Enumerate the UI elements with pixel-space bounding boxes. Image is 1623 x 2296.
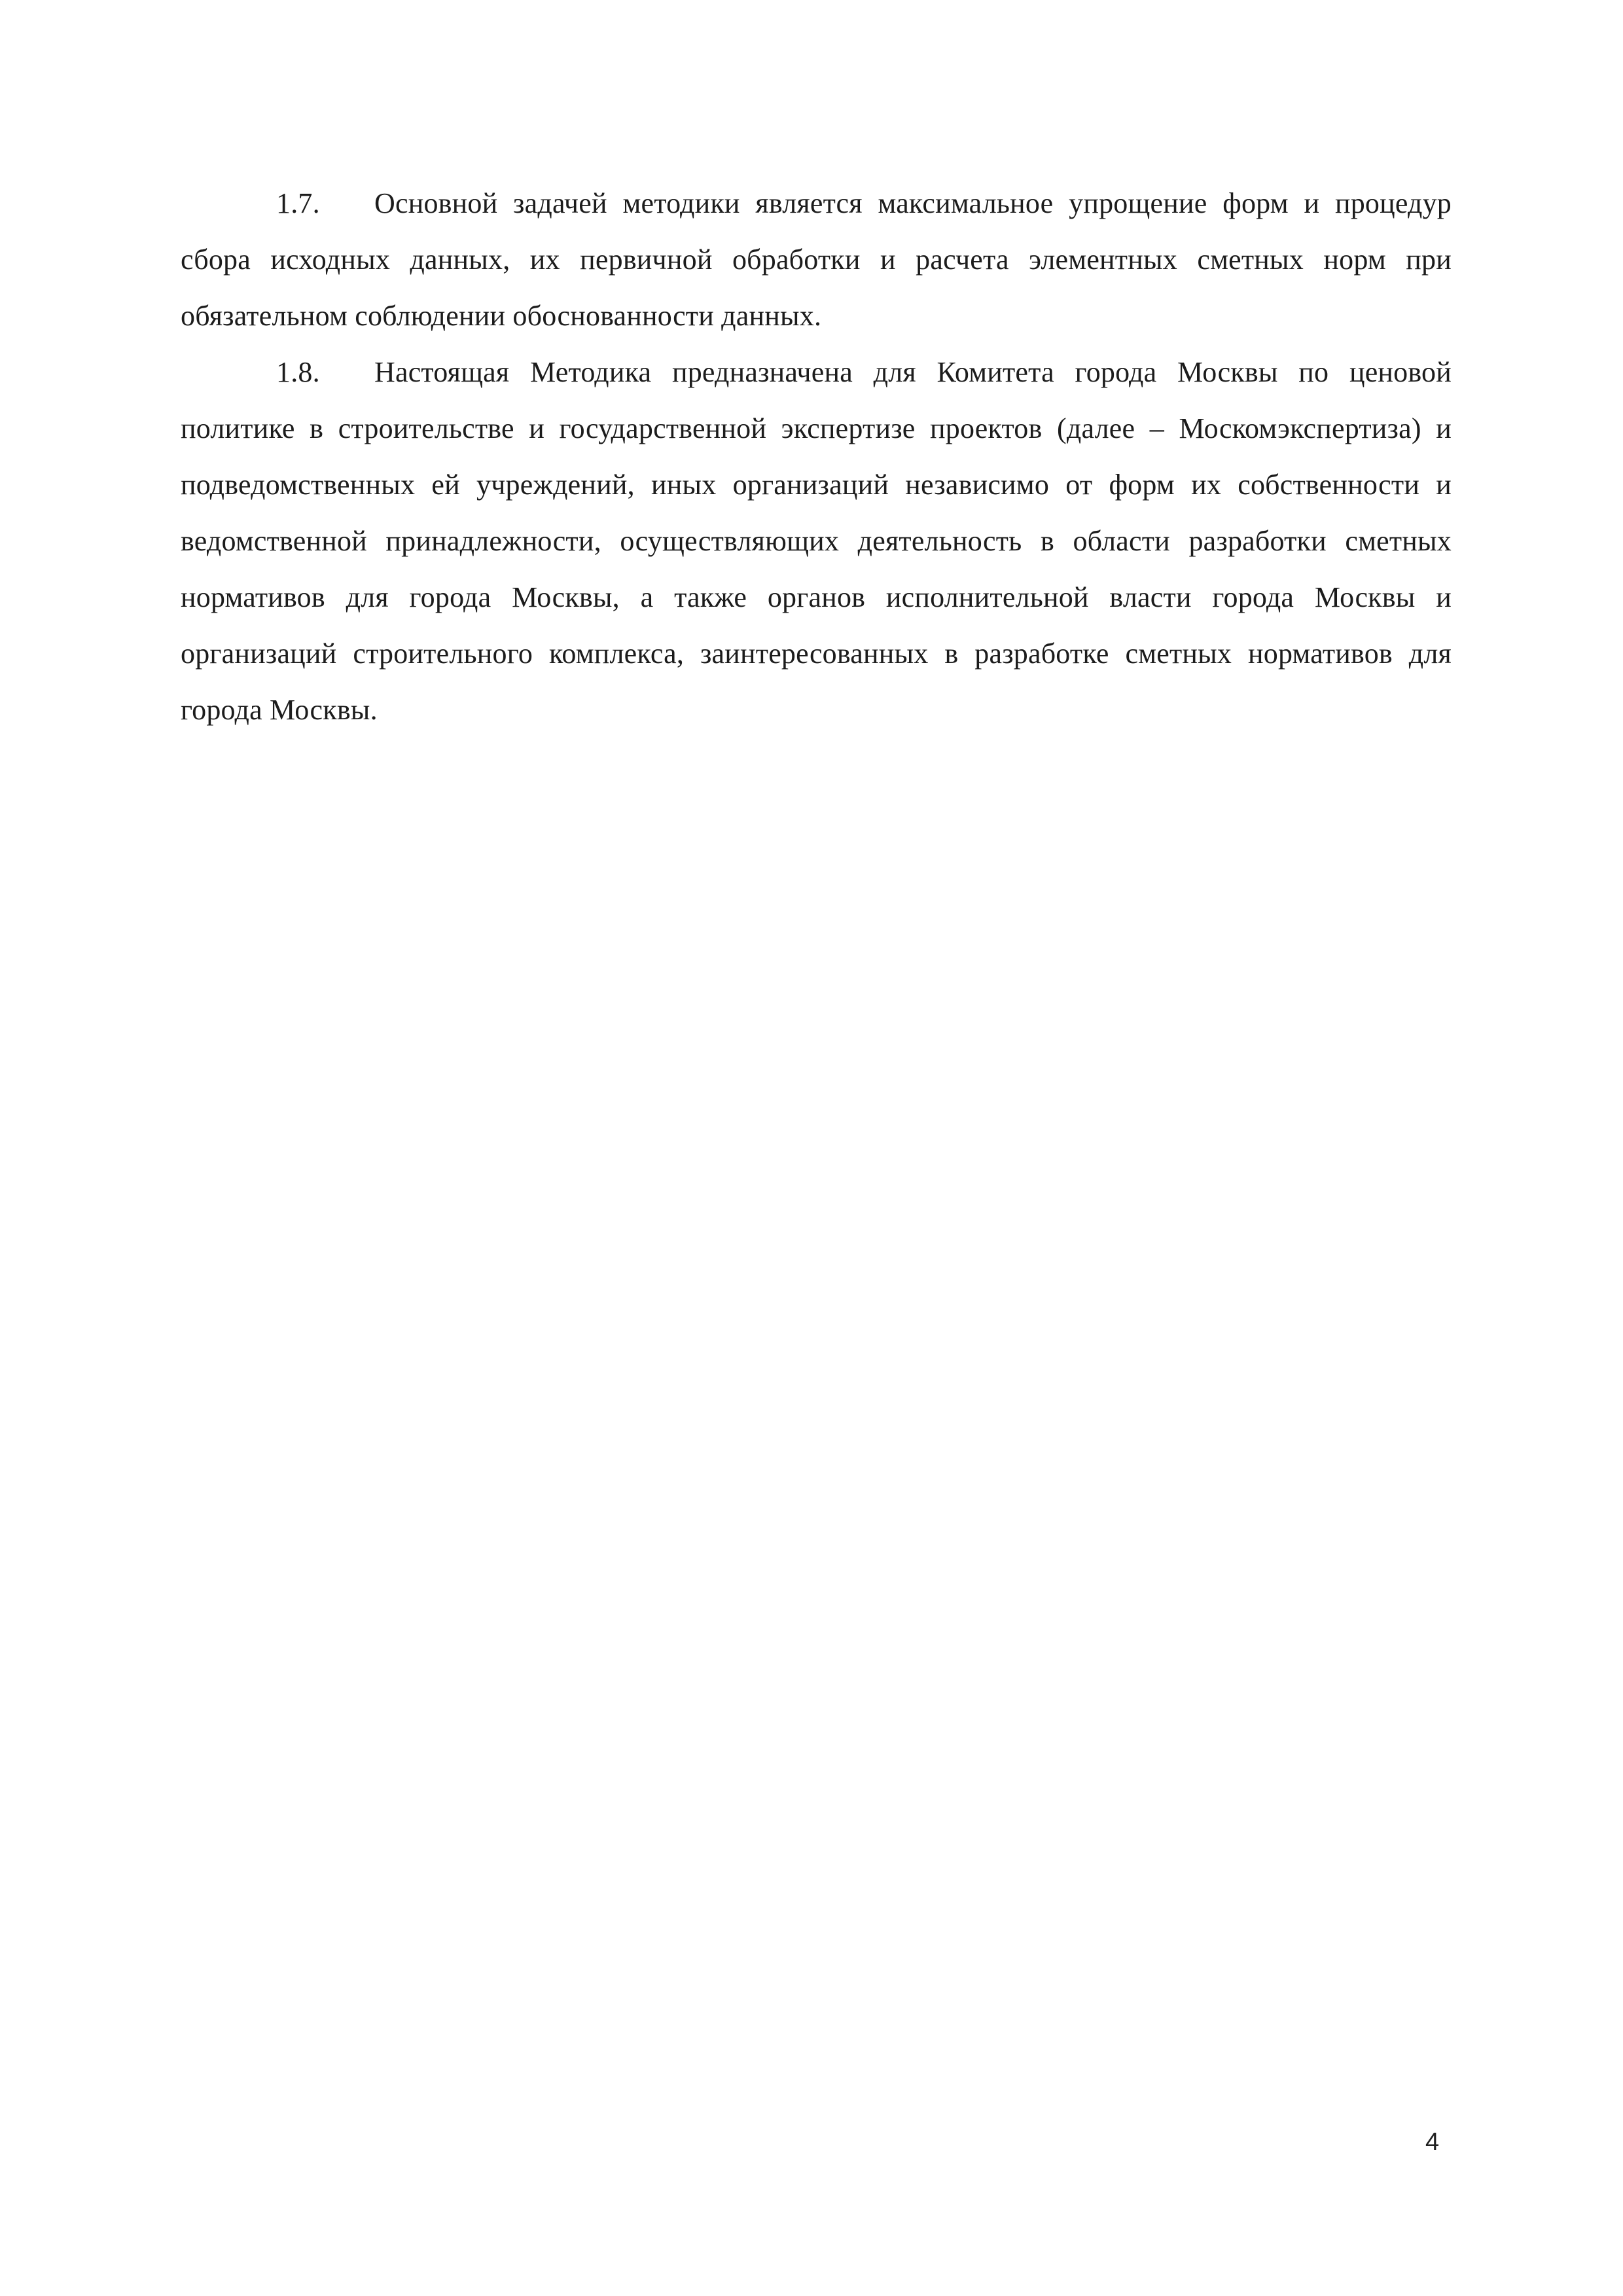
paragraph-1-8: [181, 344, 1452, 738]
paragraph-number: 1.8.: [276, 356, 320, 388]
page-number: 4: [1425, 2128, 1440, 2156]
paragraph-text: Основной задачей методики является максимальное упрощение форм и процедур сбора исходных данных, их первичной обработки и расчета элементных сметных норм при обязательном соблюдении обоснованности данных.: [181, 187, 1452, 332]
body-text: [181, 175, 1452, 738]
paragraph-text: Настоящая Методика предназначена для Комитета города Москвы по ценовой политике в строительстве и государственной экспертизе проектов (далее – Москомэкспертиза) и подведомственных ей учреждений, иных организаций независимо от форм их собственности и ведомственной принадлежности, осуществляющих деятельность в области разработки сметных нормативов для города Москвы, а также органов исполнительной власти города Москвы и организаций строительного комплекса, заинтересованных в разработке сметных нормативов для города Москвы.: [181, 356, 1452, 726]
paragraph-1-7: [181, 175, 1452, 344]
paragraph-number: 1.7.: [276, 187, 320, 219]
